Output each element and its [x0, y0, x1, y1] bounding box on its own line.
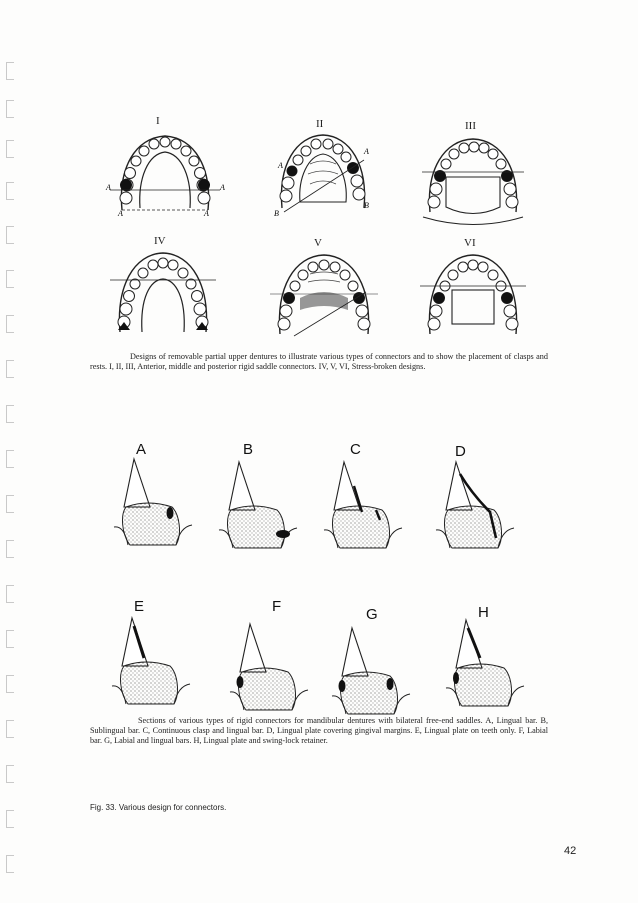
section-d-diagram: [442, 458, 522, 558]
svg-text:A: A: [364, 147, 369, 156]
arch-diagram-v: [266, 248, 382, 340]
binder-mark: [6, 450, 14, 468]
binder-mark: [6, 720, 14, 738]
binder-mark: [6, 855, 14, 873]
section-label-d: D: [455, 443, 466, 460]
binder-mark: [6, 315, 14, 333]
section-label-e: E: [134, 598, 145, 615]
binder-mark: [6, 100, 14, 118]
figure-label: Fig. 33. Various design for connectors.: [90, 803, 227, 812]
binder-mark: [6, 405, 14, 423]
section-h-diagram: [452, 616, 532, 716]
section-f-diagram: [236, 620, 316, 720]
arch-diagram-vi: [418, 248, 528, 340]
binder-mark: [6, 182, 14, 200]
svg-text:A: A: [106, 183, 111, 192]
design-label-iii: III: [465, 120, 476, 132]
svg-text:A: A: [204, 209, 209, 218]
section-e-diagram: [118, 614, 198, 714]
binder-mark: [6, 360, 14, 378]
binder-mark: [6, 630, 14, 648]
design-label-ii: II: [316, 118, 324, 130]
section-a-diagram: [120, 455, 200, 555]
svg-text:B: B: [274, 209, 279, 218]
mandibular-sections-caption: Sections of various types of rigid connectors for mandibular dentures with bilateral free-end saddles. A, Lingual bar. B, Sublingual bar. C, Continuous clasp and lingual bar. D, Lingual plate covering gingival margins. E, Lingual plate on teeth only. F, Labial bar. G, Labial and lingual bars. H, Lingual plate and swing-lock retainer.: [90, 716, 548, 745]
section-label-f: F: [272, 598, 282, 615]
binder-mark: [6, 540, 14, 558]
svg-text:A: A: [118, 209, 123, 218]
binder-mark: [6, 140, 14, 158]
upper-designs-caption: Designs of removable partial upper dentures to illustrate various types of connectors and to show the placement of clasps and rests. I, II, III, Anterior, middle and posterior rigid saddle connectors. IV, V, VI, Stress-broken designs.: [90, 352, 548, 371]
design-label-v: V: [314, 237, 322, 249]
design-label-vi: VI: [464, 237, 476, 249]
section-c-diagram: [330, 458, 410, 558]
section-label-b: B: [243, 441, 254, 458]
arch-diagram-iii: [418, 132, 528, 224]
section-label-a: A: [136, 441, 147, 458]
design-label-iv: IV: [154, 235, 166, 247]
arch-diagram-ii: [268, 130, 378, 220]
svg-text:A: A: [278, 161, 283, 170]
section-g-diagram: [338, 624, 418, 724]
svg-text:A: A: [220, 183, 225, 192]
section-label-g: G: [366, 606, 378, 623]
binder-mark: [6, 765, 14, 783]
section-b-diagram: [225, 458, 305, 558]
section-label-c: C: [350, 441, 361, 458]
binder-mark: [6, 495, 14, 513]
section-label-h: H: [478, 604, 489, 621]
arch-diagram-iv: [108, 246, 218, 338]
binder-mark: [6, 226, 14, 244]
binder-mark: [6, 62, 14, 80]
design-label-i: I: [156, 115, 160, 127]
binder-mark: [6, 270, 14, 288]
binder-mark: [6, 675, 14, 693]
binder-mark: [6, 585, 14, 603]
binder-mark: [6, 810, 14, 828]
page-number: 42: [564, 845, 577, 857]
svg-text:B: B: [364, 201, 369, 210]
arch-diagram-i: [100, 128, 230, 220]
